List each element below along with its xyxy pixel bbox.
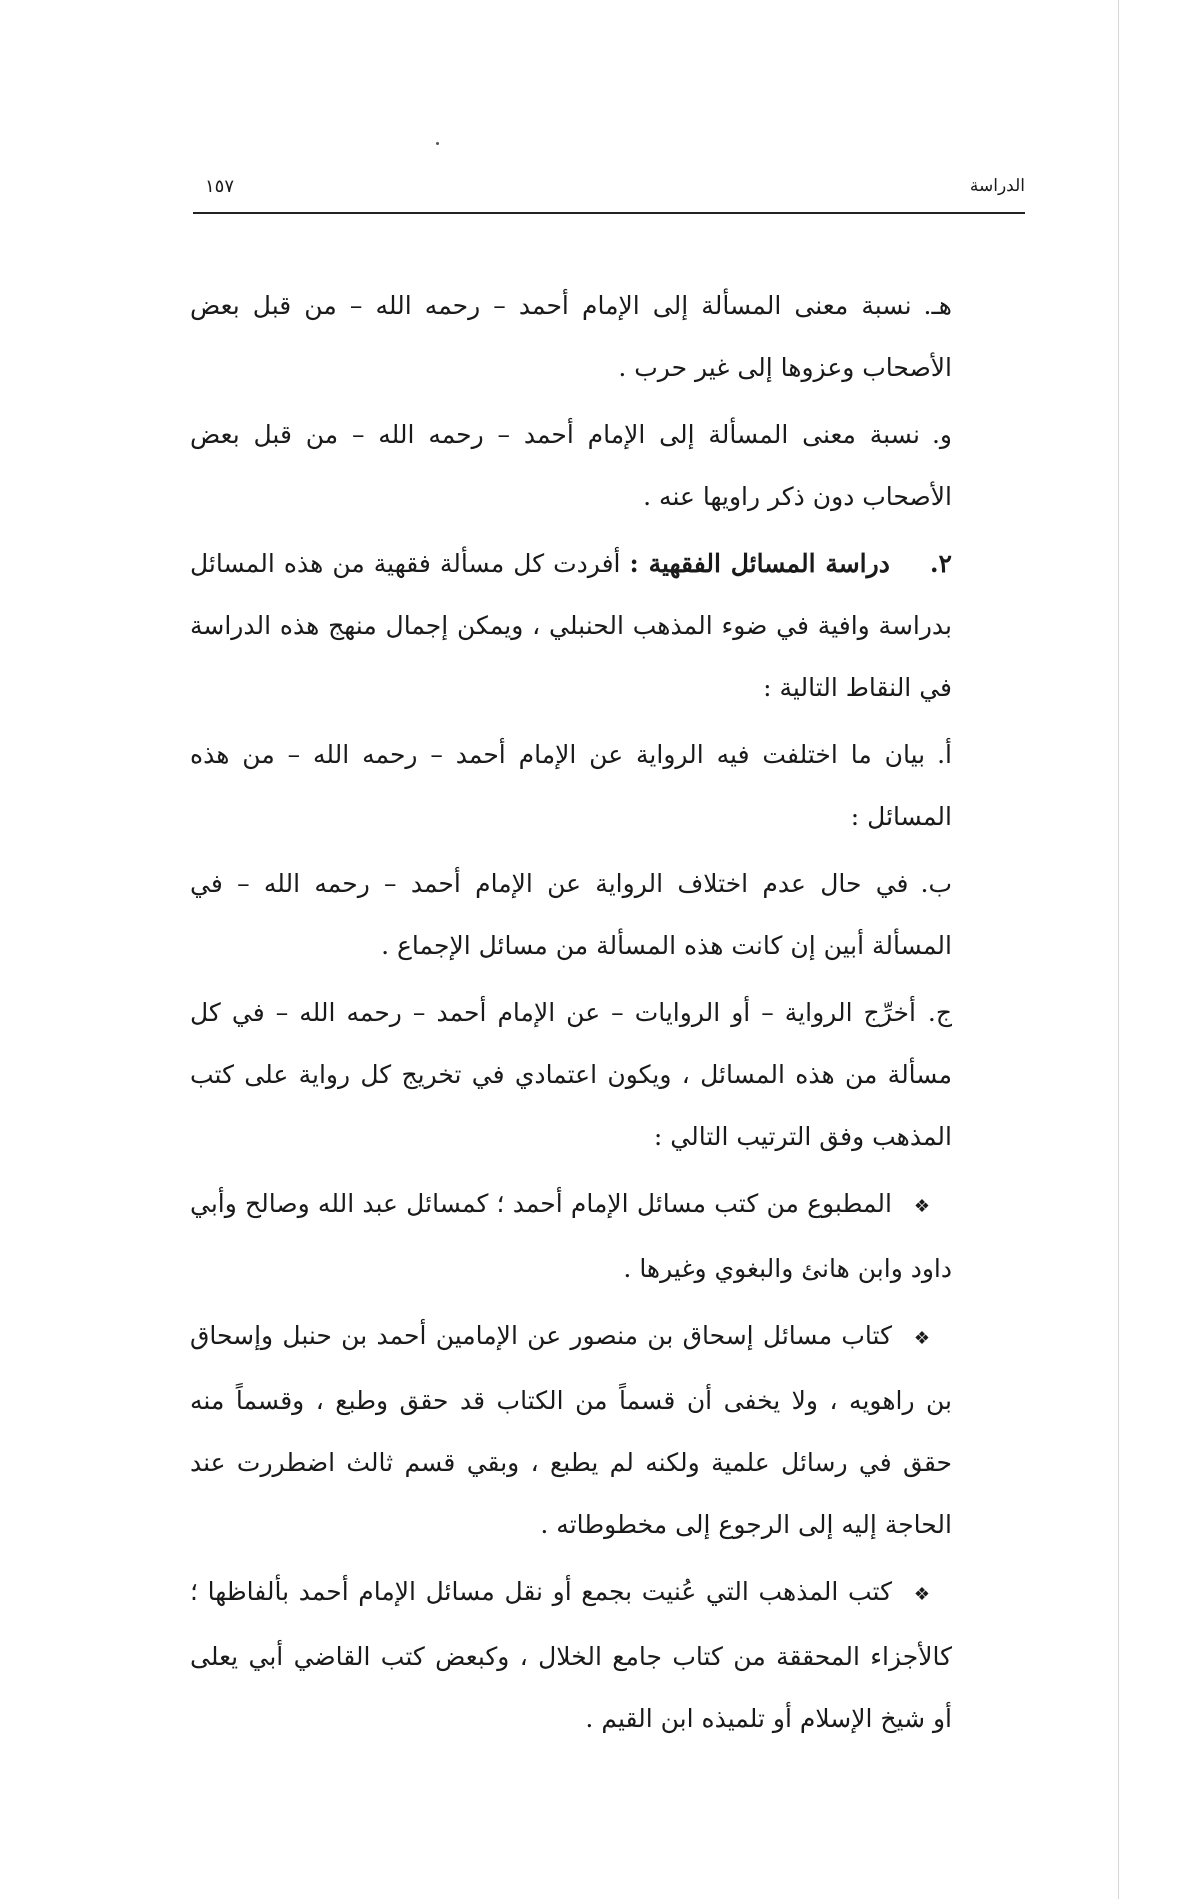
point-text: بيان ما اختلفت فيه الرواية عن الإمام أحمد – رحمه الله – من هذه المسائل : — [190, 740, 952, 831]
scan-dot — [436, 142, 439, 145]
bullet-text: كتب المذهب التي عُنيت بجمع أو نقل مسائل الإمام أحمد بألفاظها ؛ كالأجزاء المحققة من كتاب جامع الخلال ، وكبعض كتب القاضي أبي يعلى أو شيخ الإسلام أو تلميذه ابن القيم . — [190, 1577, 952, 1733]
bullet-item-2 — [190, 1305, 980, 1556]
item-marker: و. — [931, 420, 952, 449]
item-text: نسبة معنى المسألة إلى الإمام أحمد – رحمه الله – من قبل بعض الأصحاب دون ذكر راويها عنه . — [190, 420, 952, 511]
item-text: نسبة معنى المسألة إلى الإمام أحمد – رحمه الله – من قبل بعض الأصحاب وعزوها إلى غير حرب . — [190, 291, 952, 382]
bullet-icon: ❖ — [913, 1584, 931, 1605]
point-marker: أ. — [937, 740, 952, 769]
bullet-icon: ❖ — [913, 1328, 931, 1349]
scan-edge-line — [1118, 0, 1119, 1899]
point-marker: ب. — [920, 869, 952, 898]
running-title: الدراسة — [969, 176, 1025, 196]
point-text: في حال عدم اختلاف الرواية عن الإمام أحمد – رحمه الله – في المسألة أبين إن كانت هذه المسألة من مسائل الإجماع . — [190, 869, 952, 960]
page-number: ١٥٧ — [205, 176, 235, 197]
bullet-text: المطبوع من كتب مسائل الإمام أحمد ؛ كمسائل عبد الله وصالح وأبي داود وابن هانئ والبغوي وغيرها . — [190, 1189, 952, 1283]
page-body — [190, 275, 980, 1755]
section-heading: دراسة المسائل الفقهية : — [629, 549, 890, 578]
point-ba — [190, 853, 980, 977]
section-text: أفردت كل مسألة فقهية من هذه المسائل بدراسة وافية في ضوء المذهب الحنبلي ، ويمكن إجمال منهج هذه الدراسة في النقاط التالية : — [190, 549, 952, 702]
page-header — [193, 172, 1025, 214]
bullet-text: كتاب مسائل إسحاق بن منصور عن الإمامين أحمد بن حنبل وإسحاق بن راهويه ، ولا يخفى أن قسماً من الكتاب قد حقق وطبع ، وقسماً منه حقق في رسائل علمية ولكنه لم يطبع ، وبقي قسم ثالث اضطررت عند الحاجة إليه إلى الرجوع إلى مخطوطاته . — [190, 1321, 952, 1539]
item-marker: هـ. — [923, 291, 952, 320]
point-text: أخرِّج الرواية – أو الروايات – عن الإمام أحمد – رحمه الله – في كل مسألة من هذه المسائل ، ويكون اعتمادي في تخريج كل رواية على كتب المذهب وفق الترتيب التالي : — [190, 998, 952, 1151]
bullet-item-1 — [190, 1173, 980, 1300]
section-2-paragraph — [190, 533, 980, 719]
point-jim — [190, 982, 980, 1168]
point-alif — [190, 724, 980, 848]
section-number: ٢. — [929, 549, 952, 578]
bullet-icon: ❖ — [913, 1196, 931, 1217]
bullet-item-3 — [190, 1561, 980, 1750]
point-marker: ج. — [927, 998, 952, 1027]
list-item-he — [190, 275, 980, 399]
list-item-waw — [190, 404, 980, 528]
